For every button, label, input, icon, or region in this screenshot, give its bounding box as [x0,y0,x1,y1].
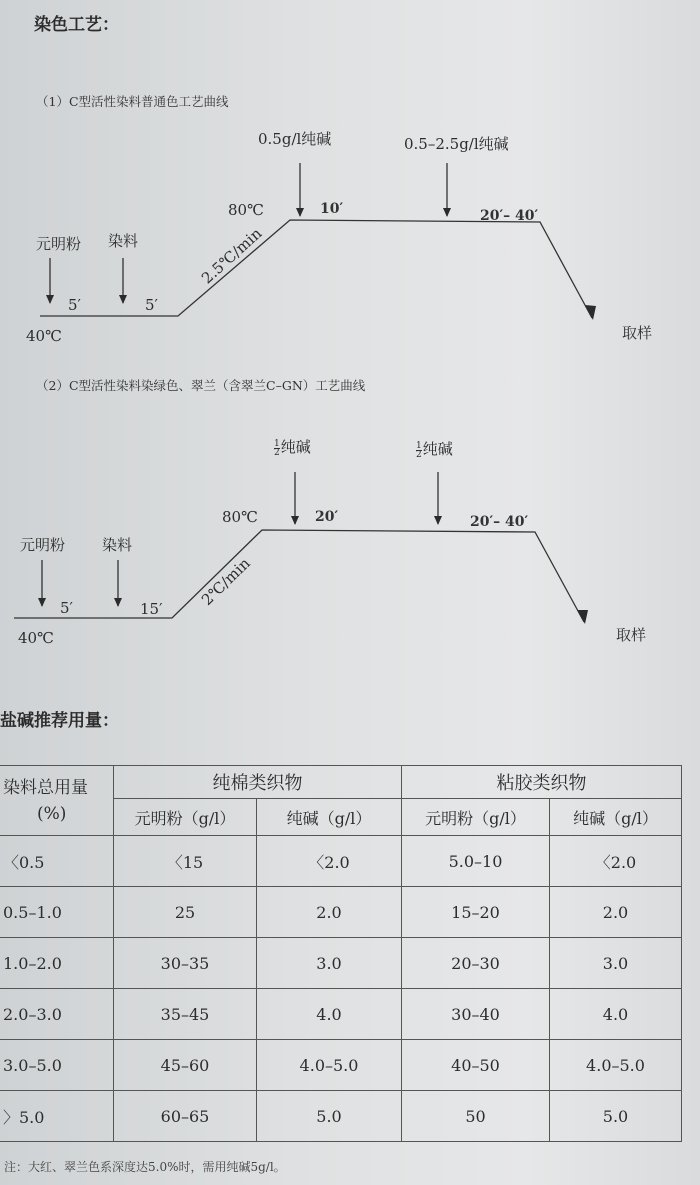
table-cell: 50 [402,1091,550,1142]
table-cell: 1.0–2.0 [0,938,114,989]
curve2-time2: 15′ [140,600,163,618]
table-row [0,836,682,887]
table-cell: 3.0 [550,938,682,989]
table-cell: 5.0 [550,1091,682,1142]
curve1-sample-label: 取样 [622,324,653,342]
curve2-profile-line [14,530,584,622]
table-cell: 〈2.0 [257,836,402,887]
table-cell: 60–65 [114,1091,257,1142]
table-row [0,989,682,1040]
table-subheader-cotton-salt: 元明粉（g/l） [114,799,257,836]
section-title-dyeing-process: 染色工艺： [34,15,119,35]
table-row [0,887,682,938]
table-cell: 45–60 [114,1040,257,1091]
table-footnote: 注：大红、翠兰色系深度达5.0%时，需用纯碱5g/l。 [4,1160,286,1174]
table-cell: 5.0 [257,1091,402,1142]
table-cell: 4.0 [550,989,682,1040]
table-cell: 〈2.0 [550,836,682,887]
table-cell: 2.0 [550,887,682,938]
table-cell: 15–20 [402,887,550,938]
table-cell: 〉5.0 [0,1091,114,1142]
curve2-salt-label: 元明粉 [20,536,66,554]
curve2-hold2: 20′– 40′ [470,514,529,530]
curve1-alkali1-label: 0.5g/l纯碱 [258,130,332,148]
table-cell: 4.0 [257,989,402,1040]
table-cell: 30–35 [114,938,257,989]
curve2-alkali2-label: $\frac{1}{2}$ 纯碱 [416,440,453,460]
fraction-half: $\frac{1}{2}$ [416,440,422,460]
section-title-salt-alkali: 盐碱推荐用量： [0,711,119,731]
table-cell: 〈0.5 [0,836,114,887]
curve2-end-arrowhead [577,610,588,624]
curve2-dye-label: 染料 [102,536,133,554]
curve1-dye-label: 染料 [108,232,139,250]
curve1-salt-label: 元明粉 [36,235,82,253]
table-header-viscose: 粘胶类织物 [402,766,682,799]
table-cell: 2.0–3.0 [0,989,114,1040]
curve1-temp-low: 40℃ [26,327,62,345]
curve2-temp-high: 80℃ [222,508,258,526]
table-cell: 3.0 [257,938,402,989]
table-row [0,1040,682,1091]
curve1-time2: 5′ [145,296,158,314]
curve2-sample-label: 取样 [616,626,647,644]
curve1-hold1: 10′ [320,201,344,217]
table-cell: 30–40 [402,989,550,1040]
table-cell: 〈15 [114,836,257,887]
table-cell: 35–45 [114,989,257,1040]
curve2-hold1: 20′ [315,509,339,525]
table-subheader-viscose-alkali: 纯碱（g/l） [550,799,682,836]
curve2-title: （2）C型活性染料染绿色、翠兰（含翠兰C–GN）工艺曲线 [36,378,366,393]
table-cell: 2.0 [257,887,402,938]
table-subheader-viscose-salt: 元明粉（g/l） [402,799,550,836]
curve1-hold2: 20′– 40′ [480,208,539,224]
fraction-half: $\frac{1}{2}$ [274,438,280,458]
curve2-ramp-rate: 2℃/min [198,554,254,609]
table-cell: 5.0–10 [402,836,550,887]
curve1-temp-high: 80℃ [228,201,264,219]
salt-alkali-table [0,765,682,1142]
table-cell: 40–50 [402,1040,550,1091]
table-cell: 25 [114,887,257,938]
table-cell: 3.0–5.0 [0,1040,114,1091]
curve2-time1: 5′ [60,599,73,617]
table-header-dye-amount: 染料总用量 (%) [0,766,114,836]
table-cell: 4.0–5.0 [257,1040,402,1091]
table-cell: 4.0–5.0 [550,1040,682,1091]
table-cell: 20–30 [402,938,550,989]
curve1-alkali2-label: 0.5–2.5g/l纯碱 [404,135,509,153]
curve1-ramp-rate: 2.5℃/min [198,224,266,288]
curve2-temp-low: 40℃ [18,629,54,647]
curve2-alkali1-label: $\frac{1}{2}$ 纯碱 [274,438,311,458]
curve1-title: （1）C型活性染料普通色工艺曲线 [36,94,229,109]
table-cell: 0.5–1.0 [0,887,114,938]
curve1-time1: 5′ [68,296,81,314]
table-row [0,938,682,989]
table-subheader-cotton-alkali: 纯碱（g/l） [257,799,402,836]
table-row [0,1091,682,1142]
table-header-cotton: 纯棉类织物 [114,766,402,799]
